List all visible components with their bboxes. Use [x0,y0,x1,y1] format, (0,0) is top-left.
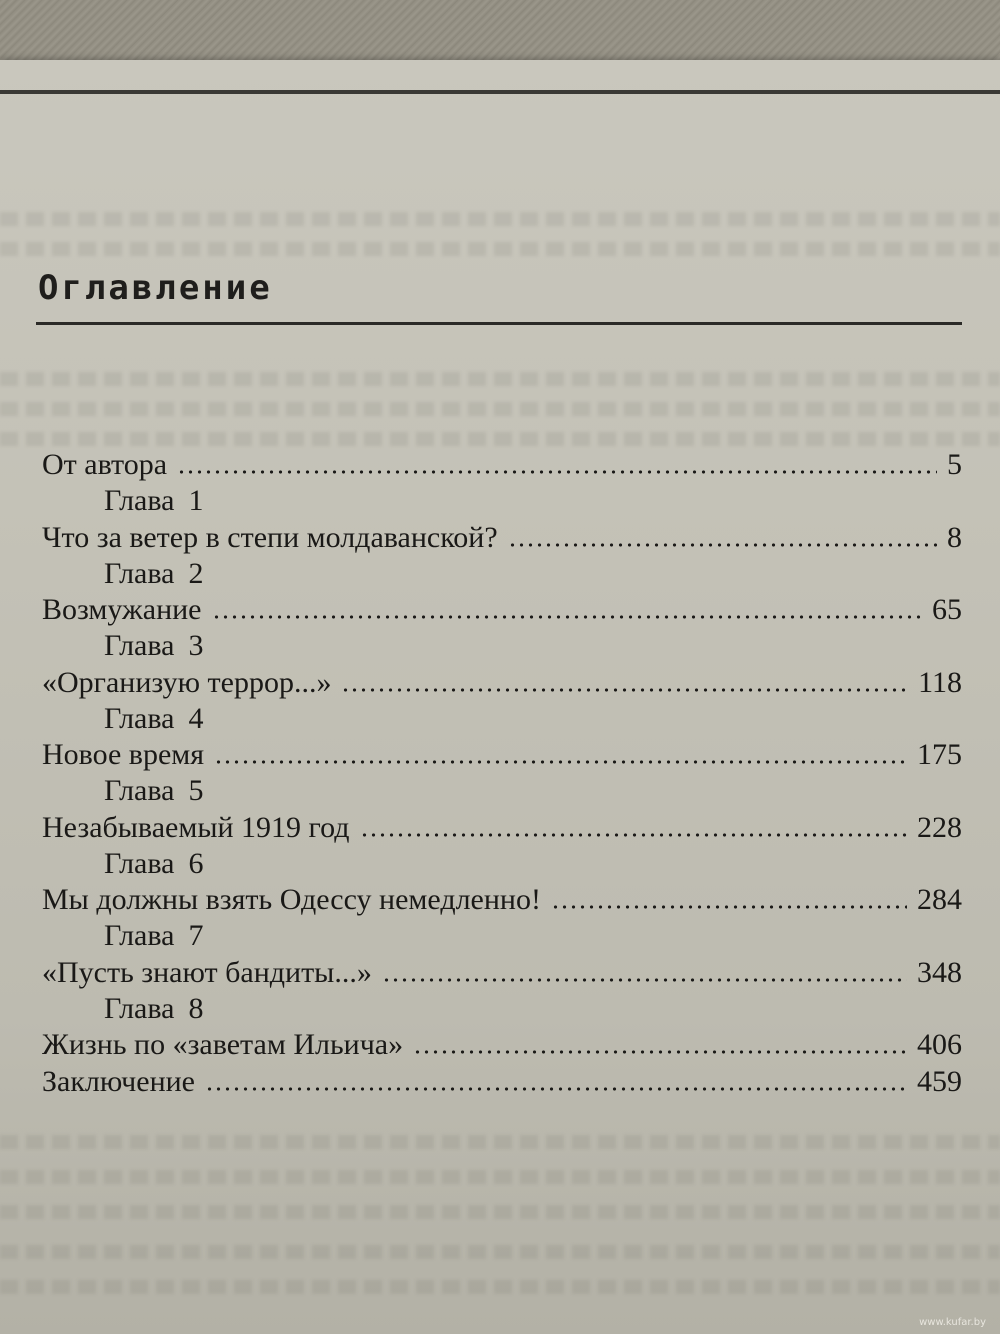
chapter-number: 3 [188,629,204,662]
chapter-label [104,702,203,738]
toc-entry [42,666,962,704]
toc-entry [42,811,962,849]
toc-entry [42,1065,962,1103]
toc-entry-title: Возмужание [42,593,202,626]
toc-entry [42,521,962,559]
toc-entry-title: Новое время [42,738,205,771]
chapter-number: 6 [188,846,204,880]
dot-leader [177,470,937,474]
chapter-word: Глава [104,919,175,952]
chapter-label [104,629,203,665]
toc-entry-title: Жизнь по «заветам Ильича» [42,1028,404,1061]
toc-page-number: 406 [917,1028,962,1061]
toc-page-number: 5 [947,448,962,481]
chapter-label [104,992,203,1028]
chapter-word: Глава [104,484,175,517]
toc-entry [42,448,962,486]
chapter-word: Глава [104,556,175,590]
chapter-label [104,919,203,955]
dot-leader [508,543,937,547]
toc-entry-title: Мы должны взять Одессу немедленно! [42,883,541,916]
dot-leader [212,615,923,619]
chapter-number: 8 [188,991,204,1025]
chapter-number: 2 [188,556,204,590]
toc-entry [42,883,962,921]
chapter-word: Глава [104,629,175,662]
dot-leader [205,1087,907,1091]
toc-entry-title: Заключение [42,1064,195,1098]
chapter-word: Глава [104,701,175,735]
toc-entry [42,593,962,631]
toc-entry-title: От автора [42,448,168,481]
toc-page-number: 8 [947,520,962,554]
dot-leader [551,905,907,909]
chapter-number: 5 [188,774,204,807]
chapter-number: 1 [188,484,204,517]
toc-page-number: 459 [917,1064,962,1098]
dot-leader [341,688,908,692]
chapter-word: Глава [104,991,175,1025]
toc-entry [42,738,962,776]
toc-page-number: 118 [918,665,962,699]
dot-leader [382,978,907,982]
toc-page-number: 284 [917,883,962,916]
dot-leader [214,760,907,764]
chapter-word: Глава [104,774,175,807]
dot-leader [413,1050,907,1054]
toc-page-number: 228 [917,810,962,844]
chapter-number: 4 [188,701,204,735]
toc-heading: Оглавление [38,268,273,308]
watermark: www.kufar.by [919,1317,986,1328]
toc-entry-title: Что за ветер в степи молдаванской? [42,520,498,554]
toc-page-number: 65 [932,593,962,626]
chapter-number: 7 [188,919,204,952]
chapter-word: Глава [104,846,175,880]
dot-leader [360,833,908,837]
toc-entry-title: «Пусть знают бандиты...» [42,955,372,989]
chapter-label [104,774,203,810]
toc-entry [42,956,962,994]
toc-page-number: 348 [917,955,962,989]
toc-entry [42,1028,962,1066]
chapter-label [104,847,203,883]
toc-page-number: 175 [917,738,962,771]
toc-entry-title: «Организую террор...» [42,665,332,699]
chapter-label [104,557,203,593]
toc-entry-title: Незабываемый 1919 год [42,810,350,844]
chapter-label [104,484,203,520]
